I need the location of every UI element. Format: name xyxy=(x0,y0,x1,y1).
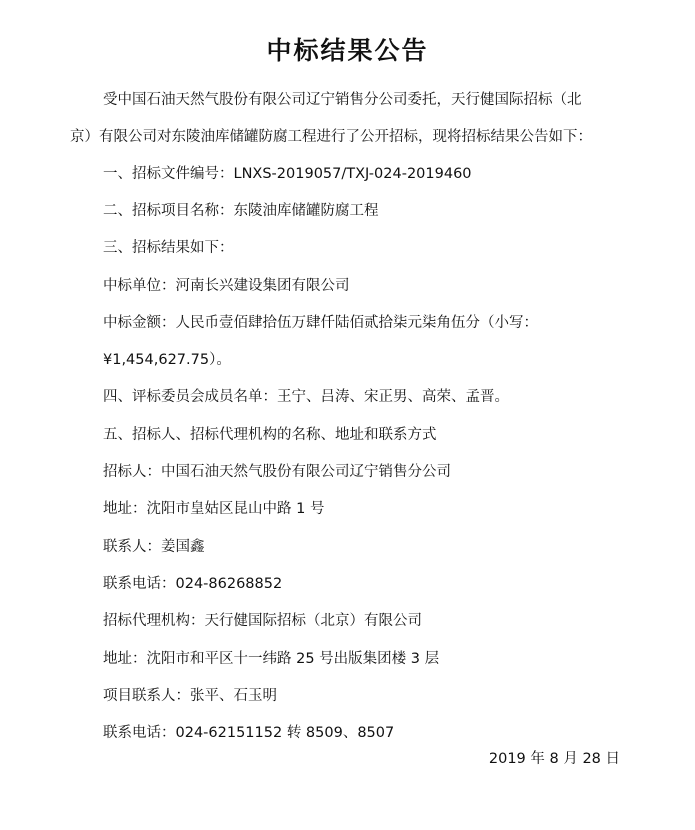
section-results-heading: 三、招标结果如下： xyxy=(103,240,234,256)
tenderer-phone: 联系电话：024-86268852 xyxy=(103,576,283,592)
committee-members: 四、评标委员会成员名单：王宁、吕涛、宋正男、高荣、孟晋。 xyxy=(103,389,509,405)
announcement-date: 2019 年 8 月 28 日 xyxy=(488,751,620,767)
intro-line-1: 受中国石油天然气股份有限公司辽宁销售分公司委托，天行健国际招标（北 xyxy=(103,92,582,108)
bid-amount-line-1: 中标金额：人民币壹佰肆拾伍万肆仟陆佰贰拾柒元柒角伍分（小写： xyxy=(103,315,538,331)
agency-name: 招标代理机构：天行健国际招标（北京）有限公司 xyxy=(103,613,422,629)
agency-contact: 项目联系人：张平、石玉明 xyxy=(103,688,277,704)
tenderer-name: 招标人：中国石油天然气股份有限公司辽宁销售分公司 xyxy=(103,464,451,480)
section-tender-doc-number: 一、招标文件编号：LNXS-2019057/TXJ-024-2019460 xyxy=(103,166,472,182)
section-contacts-heading: 五、招标人、招标代理机构的名称、地址和联系方式 xyxy=(103,427,437,443)
agency-phone: 联系电话：024-62151152 转 8509、8507 xyxy=(103,725,395,741)
winning-bidder: 中标单位：河南长兴建设集团有限公司 xyxy=(103,278,350,294)
tenderer-contact: 联系人：姜国鑫 xyxy=(103,539,205,555)
intro-line-2: 京）有限公司对东陵油库储罐防腐工程进行了公开招标，现将招标结果公告如下： xyxy=(70,129,592,145)
page-title: 中标结果公告 xyxy=(266,36,429,65)
tenderer-address: 地址：沈阳市皇姑区昆山中路 1 号 xyxy=(103,501,325,517)
bid-amount-line-2: ¥1,454,627.75）。 xyxy=(103,352,231,368)
section-project-name: 二、招标项目名称：东陵油库储罐防腐工程 xyxy=(103,203,379,219)
agency-address: 地址：沈阳市和平区十一纬路 25 号出版集团楼 3 层 xyxy=(103,651,440,667)
